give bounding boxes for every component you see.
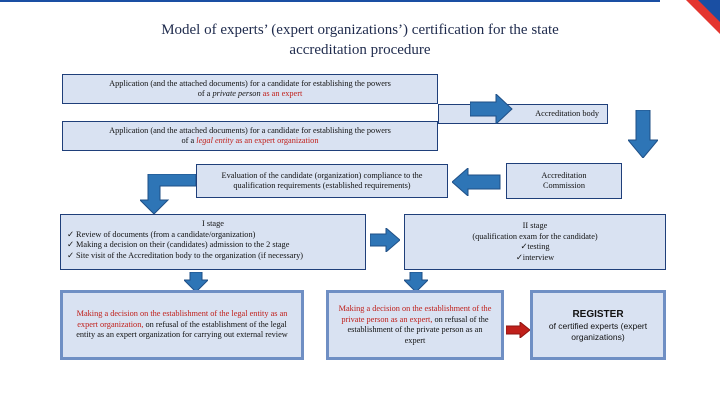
application-legal-entity-box: Application (and the attached documents) for a candidate for establishing the powers of a legal entity as an expert organization <box>62 121 438 151</box>
stage1-title: I stage <box>202 219 224 228</box>
decision-legal-entity-box: Making a decision on the establishment of the legal entity as an expert organization, on refusal of the establishment of the legal entity as an expert organization for carrying out external review <box>60 290 304 360</box>
decision-private-person-box: Making a decision on the establishment of the private person as an expert, on refusal of the establishment of the private person as an expert <box>326 290 504 360</box>
list-item: ✓ Review of documents (from a candidate/organization) <box>67 229 256 239</box>
stage2-title: II stage <box>522 221 548 230</box>
stage1-box <box>60 214 366 270</box>
arrow-stage1-down <box>184 272 208 292</box>
check-icon: ✓ <box>520 242 528 251</box>
list-item: ✓ Making a decision on their (candidates) admission to the 2 stage <box>67 240 290 249</box>
register-box <box>530 290 666 360</box>
evaluation-box: Evaluation of the candidate (organization) compliance to the qualification requirements (established requirements) <box>196 164 448 198</box>
list-item: ✓interview <box>515 252 555 262</box>
register-title: REGISTER <box>572 308 624 320</box>
arrow-to-register <box>506 322 530 338</box>
check-icon: ✓ <box>515 252 523 262</box>
arrow-stage1-to-stage2 <box>370 228 400 252</box>
list-item: ✓ Site visit of the Accreditation body to the organization (if necessary) <box>67 250 304 260</box>
check-icon: ✓ <box>67 240 77 249</box>
accreditation-commission-box: Accreditation Commission <box>506 163 622 199</box>
arrow-stage2-down <box>404 272 428 292</box>
register-subtitle: of certified experts (expert organizations) <box>548 320 648 342</box>
page-title: Model of experts’ (expert organizations’) certification for the state accreditation procedure <box>161 22 559 58</box>
arrow-to-commission <box>628 110 658 158</box>
check-icon: ✓ <box>67 229 77 239</box>
stage2-subtitle: (qualification exam for the candidate) <box>472 231 598 241</box>
list-item: ✓testing <box>520 242 550 251</box>
arrow-to-accreditation-body <box>470 94 514 124</box>
check-icon: ✓ <box>67 250 77 260</box>
corner-accent-blue <box>698 0 720 22</box>
top-rule <box>0 0 660 2</box>
arrow-commission-to-evaluation <box>452 168 502 196</box>
arrow-evaluation-to-stage1 <box>140 174 196 214</box>
stage2-box <box>404 214 666 270</box>
accreditation-body-box: Accreditation body <box>438 104 608 124</box>
stage1-list <box>67 230 359 262</box>
application-private-person-box: Application (and the attached documents) for a candidate for establishing the powers of a private person as an expert <box>62 74 438 104</box>
